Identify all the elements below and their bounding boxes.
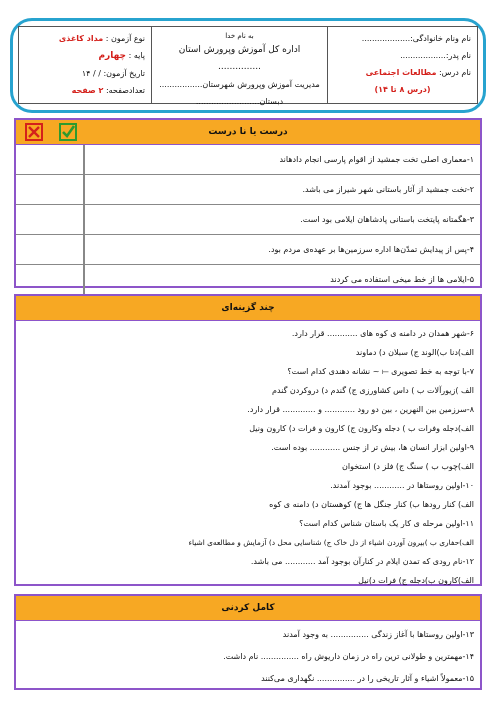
right-answer-box[interactable] <box>50 205 84 234</box>
pages-label: تعدادصفحه: <box>105 86 145 95</box>
options-line: الف )زیورآلات ب ) داس کشاورزی ج) گندم د) دروکردن گندم <box>272 386 474 395</box>
right-answer-box[interactable] <box>50 145 84 174</box>
wrong-answer-box[interactable] <box>16 265 50 294</box>
tf-question: ۱-معماری اصلی تخت جمشید از اقوام پارسی انجام دادهاند <box>84 145 480 174</box>
question-line: ۱۲-نام رودی که تمدن ایلام در کنارآن بوجود آمد ............ می باشد. <box>250 557 474 566</box>
multiple-choice-title: چند گزینه‌ای <box>221 303 275 313</box>
true-false-title-bar <box>16 120 480 145</box>
tf-question: ۴-پس از پیدایش تمدّن‌ها اداره سرزمین‌ها بر عهده‌ی مردم بود. <box>84 235 480 264</box>
right-answer-box[interactable] <box>50 235 84 264</box>
question-line: ۶-شهر همدان در دامنه ی کوه های ............ قرار دارد. <box>291 329 474 338</box>
school-info-cell <box>151 27 327 106</box>
pages-value: ۲ صفحه <box>71 86 104 95</box>
question-line: ۷-با توجه به خط تصویری ⟞ ~ نشانه دهندی کدام است؟ <box>287 367 474 376</box>
question-line: ۱۱-اولین مرحله ی کار یک باستان شناس کدام است؟ <box>299 519 474 528</box>
grade-value: چهارم <box>98 51 127 61</box>
right-answer-box[interactable] <box>50 265 84 294</box>
school-line: دبستان......................... <box>195 97 284 106</box>
wrong-answer-box[interactable] <box>16 235 50 264</box>
exam-type-value: مداد کاغذی <box>58 34 104 43</box>
fill-in-question: ۱۳-اولین روستاها با آغاز زندگی ............... به وجود آمدند <box>282 630 474 639</box>
bismillah: به نام خدا <box>225 32 254 40</box>
exam-info-cell <box>19 27 151 103</box>
fill-in-question: ۱۵-معمولاً اشیاء و آثار تاریخی را در ............... نگهداری می‌کنند <box>261 674 474 683</box>
fill-in-body <box>16 621 480 690</box>
tf-question: ۵-ایلامی ها از خط میخی استفاده می کردند <box>84 265 480 294</box>
check-box-icon <box>59 123 77 141</box>
wrong-answer-box[interactable] <box>16 175 50 204</box>
fill-in-question: ۱۴-مهمترین و طولانی ترین راه در زمان داریوش راه ............... نام داشت. <box>223 652 474 661</box>
tf-row <box>16 205 480 235</box>
tf-question: ۲-تخت جمشید از آثار باستانی شهر شیراز می باشد. <box>84 175 480 204</box>
true-false-rows <box>16 145 480 294</box>
grade-label: پایه : <box>128 51 145 60</box>
tf-row <box>16 265 480 294</box>
grade <box>25 47 145 65</box>
fill-in-section <box>14 594 482 690</box>
exam-type <box>25 30 145 47</box>
wrong-box-icon <box>25 123 43 141</box>
options-line: الف)دنا ب)الوند ج) سبلان د) دماوند <box>355 348 474 357</box>
exam-date: تاریخ آزمون: / / ۱۴ <box>81 69 145 78</box>
tf-question: ۳-هگمتانه پایتخت باستانی پادشاهان ایلامی بود است. <box>84 205 480 234</box>
subject-value: مطالعات اجتماعی <box>365 68 437 77</box>
city-line: مدیریت آموزش وپرورش شهرستان................. <box>159 80 320 89</box>
question-line: ۹-اولین ابزار انسان ها، بیش تر از جنس ............ بوده است. <box>271 443 474 452</box>
tf-row <box>16 145 480 175</box>
multiple-choice-title-bar <box>16 296 480 321</box>
student-info-cell <box>327 27 477 103</box>
fill-in-title: کامل کردنی <box>221 603 275 613</box>
org-line: اداره کل آموزش وپرورش استان ............... <box>178 45 301 72</box>
options-line: الف)چوب ب ) سنگ ج) فلز د) استخوان <box>342 462 474 471</box>
father-name-field[interactable]: نام پدر:.................. <box>400 51 471 60</box>
true-false-title: درست یا نا درست <box>208 127 288 137</box>
tf-row <box>16 235 480 265</box>
page-count <box>25 82 145 99</box>
wrong-answer-box[interactable] <box>16 145 50 174</box>
wrong-answer-box[interactable] <box>16 205 50 234</box>
right-answer-box[interactable] <box>50 175 84 204</box>
options-line: الف)کارون ب)دجله ج) فرات د)نیل <box>358 576 474 585</box>
question-line: ۱۰-اولین روستاها در ............ بوجود آمدند. <box>330 481 474 490</box>
options-line: الف)حفاری ب )بیرون آوردن اشیاء از دل خاک ج) شناسایی محل د) آزمایش و مطالعه‌ی اشیاء <box>188 538 474 547</box>
options-line: الف) کنار رودها ب) کنار جنگل ها ج) کوهستان د) دامنه ی کوه <box>269 500 474 509</box>
tf-row <box>16 175 480 205</box>
subject-label: نام درس: <box>438 68 471 77</box>
lessons-range: (درس ۸ تا ۱۴) <box>374 85 431 94</box>
options-line: الف)دجله وفرات ب ) دجله وکارون ج) کارون و فرات د) کارون ونیل <box>249 424 474 433</box>
question-line: ۸-سرزمین بین النهرین ، بین دو رود ............ و ............. قرار دارد. <box>247 405 474 414</box>
true-false-section <box>14 118 482 288</box>
multiple-choice-section <box>14 294 482 586</box>
subject-line <box>334 64 471 81</box>
student-name-field[interactable]: نام ونام خانوادگی:................... <box>361 34 471 43</box>
fill-in-title-bar <box>16 596 480 621</box>
multiple-choice-body <box>16 321 480 590</box>
exam-type-label: نوع آزمون : <box>105 34 145 43</box>
exam-header <box>18 26 478 104</box>
